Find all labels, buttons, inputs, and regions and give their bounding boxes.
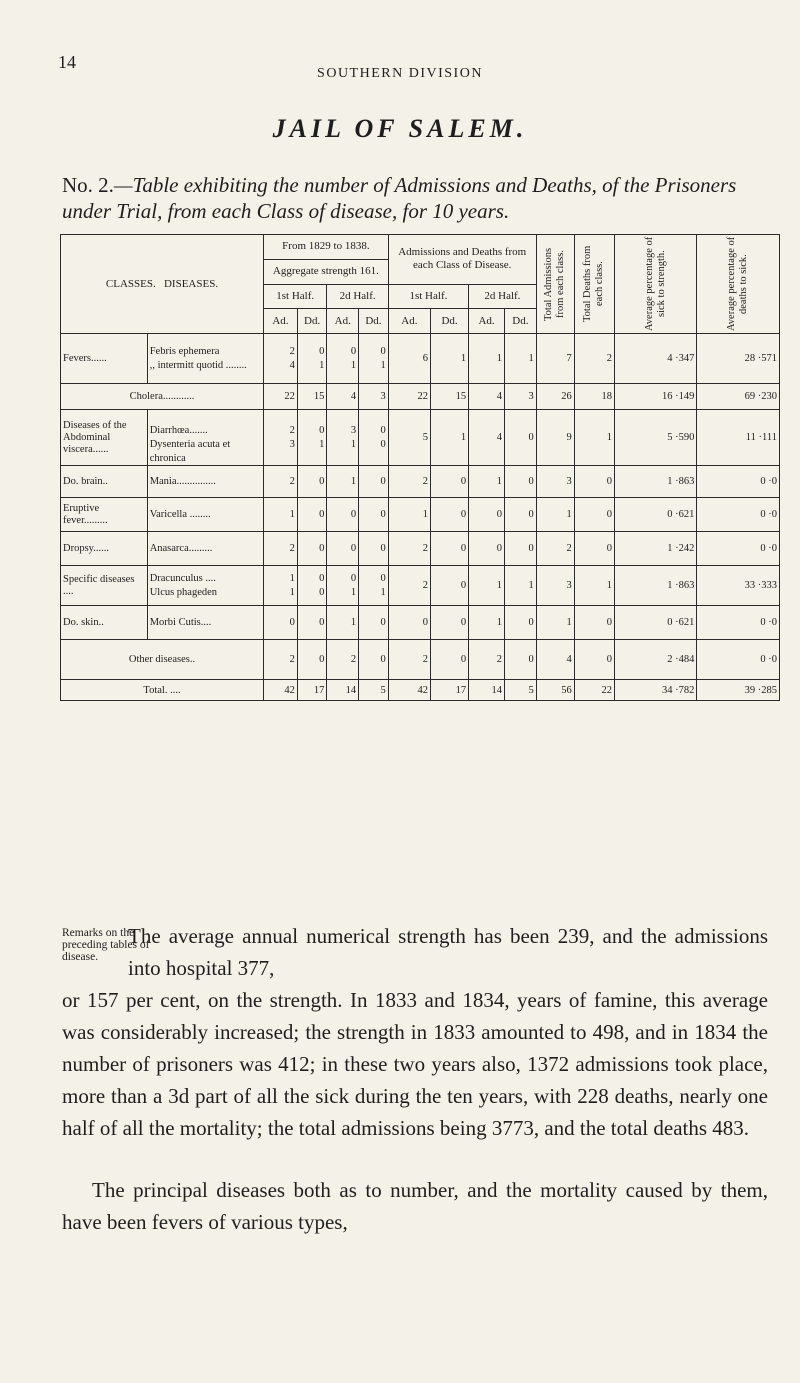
first-half-header-2: 1st Half.	[388, 284, 468, 309]
total-deaths: 0	[574, 606, 614, 640]
class-second-dd: 0	[505, 640, 537, 680]
agg-first-ad: 2	[264, 466, 298, 498]
agg-second-ad: 3 1	[327, 410, 359, 466]
paragraph: The average annual numerical strength has been 239, and the admissions into hospital 377,	[128, 924, 768, 980]
total-d1: 17	[297, 680, 327, 701]
agg-first-ad: 2 3	[264, 410, 298, 466]
total-admissions: 9	[536, 410, 574, 466]
class-first-dd: 1	[431, 334, 469, 384]
agg-first-ad: 2	[264, 532, 298, 566]
avg-deaths-pct: 33 ·333	[697, 566, 780, 606]
total-deaths-header: Total Deaths from each class.	[574, 235, 614, 334]
avg-sick-header: Average percentage of sick to strength.	[614, 235, 696, 334]
class-first-ad: 1	[388, 498, 430, 532]
agg-first-dd: 0 1	[297, 334, 327, 384]
total-ta: 56	[536, 680, 574, 701]
avg-deaths-pct: 0 ·0	[697, 466, 780, 498]
avg-deaths-pct: 11 ·111	[697, 410, 780, 466]
total-b1d: 17	[431, 680, 469, 701]
disease-cell: Febris ephemera ,, intermitt quotid ........	[147, 334, 263, 384]
class-first-ad: 2	[388, 640, 430, 680]
agg-second-ad: 1	[327, 466, 359, 498]
total-d2: 5	[359, 680, 389, 701]
agg-second-ad: 2	[327, 640, 359, 680]
class-first-dd: 0	[431, 640, 469, 680]
class-second-dd: 1	[505, 566, 537, 606]
avg-sick-pct: 1 ·242	[614, 532, 696, 566]
avg-sick-pct: 5 ·590	[614, 410, 696, 466]
disease-cell: Dracunculus .... Ulcus phageden	[147, 566, 263, 606]
total-deaths: 18	[574, 384, 614, 410]
disease-table	[60, 234, 780, 701]
avg-sick-pct: 0 ·621	[614, 498, 696, 532]
avg-deaths-pct: 0 ·0	[697, 640, 780, 680]
avg-deaths-header: Average percentage of deaths to sick.	[697, 235, 780, 334]
class-second-ad: 2	[469, 640, 505, 680]
paragraph: or 157 per cent, on the strength. In 1833 and 1834, years of famine, this average was considerably increased; the strength in 1833 amounted to 498, and in 1834 the number of prisoners was 412; in these two years also, 1372 admissions took place, more than a 3d part of all the sick during the ten years, with 228 deaths, nearly one half of all the mortality; the total admissions being 3773, and the total deaths 483.	[62, 988, 768, 1140]
class-cell: Do. skin..	[61, 606, 148, 640]
avg-deaths-pct: 0 ·0	[697, 606, 780, 640]
agg-second-dd: 0	[359, 532, 389, 566]
table-row	[61, 410, 780, 466]
agg-second-dd: 0	[359, 466, 389, 498]
class-second-ad: 0	[469, 498, 505, 532]
class-first-ad: 2	[388, 532, 430, 566]
classes-diseases-header	[61, 235, 264, 334]
agg-first-dd: 0 0	[297, 566, 327, 606]
total-label: Total. ....	[61, 680, 264, 701]
page-number: 14	[58, 52, 76, 72]
dd-header: Dd.	[431, 309, 469, 334]
agg-second-ad: 0 1	[327, 334, 359, 384]
total-admissions: 4	[536, 640, 574, 680]
agg-first-ad: 0	[264, 606, 298, 640]
admissions-group-header: Admissions and Deaths from each Class of Disease.	[388, 235, 536, 285]
class-first-dd: 0	[431, 566, 469, 606]
total-a1: 42	[264, 680, 298, 701]
class-cell: Cholera............	[61, 384, 264, 410]
total-deaths: 0	[574, 466, 614, 498]
agg-second-dd: 0	[359, 606, 389, 640]
total-deaths: 1	[574, 410, 614, 466]
total-row	[61, 680, 780, 701]
section-title: JAIL OF SALEM.	[272, 114, 528, 143]
total-deaths: 1	[574, 566, 614, 606]
agg-second-dd: 0 1	[359, 334, 389, 384]
agg-first-ad: 1	[264, 498, 298, 532]
table-number: No. 2.	[62, 173, 114, 197]
class-first-ad: 5	[388, 410, 430, 466]
class-second-dd: 1	[505, 334, 537, 384]
agg-second-dd: 0	[359, 640, 389, 680]
total-admissions: 2	[536, 532, 574, 566]
table-row	[61, 640, 780, 680]
agg-second-ad: 4	[327, 384, 359, 410]
table-row	[61, 532, 780, 566]
avg-sick-pct: 1 ·863	[614, 566, 696, 606]
disease-cell: Anasarca.........	[147, 532, 263, 566]
disease-cell: Mania...............	[147, 466, 263, 498]
agg-first-dd: 15	[297, 384, 327, 410]
class-first-ad: 22	[388, 384, 430, 410]
total-deaths: 0	[574, 498, 614, 532]
table-row	[61, 566, 780, 606]
paragraph: The principal diseases both as to number, and the mortality caused by them, have been fevers of various types,	[62, 1178, 768, 1234]
class-cell: Dropsy......	[61, 532, 148, 566]
total-admissions: 7	[536, 334, 574, 384]
total-td: 22	[574, 680, 614, 701]
aggregate-header: Aggregate strength 161.	[264, 259, 389, 284]
ad-header: Ad.	[264, 309, 298, 334]
first-half-header: 1st Half.	[264, 284, 327, 309]
ad-header: Ad.	[388, 309, 430, 334]
class-first-dd: 0	[431, 466, 469, 498]
total-b2d: 5	[505, 680, 537, 701]
total-admissions: 26	[536, 384, 574, 410]
avg-sick-pct: 0 ·621	[614, 606, 696, 640]
table-row	[61, 466, 780, 498]
agg-first-dd: 0	[297, 640, 327, 680]
table-row	[61, 498, 780, 532]
disease-cell: Diarrhœa....... Dysenteria acuta et chronica	[147, 410, 263, 466]
class-second-dd: 0	[505, 606, 537, 640]
disease-cell: Varicella ........	[147, 498, 263, 532]
class-first-dd: 0	[431, 532, 469, 566]
class-first-dd: 0	[431, 498, 469, 532]
diseases-header: DISEASES.	[163, 277, 219, 290]
classes-header: CLASSES.	[105, 277, 156, 290]
second-half-header-2: 2d Half.	[469, 284, 537, 309]
class-second-ad: 4	[469, 384, 505, 410]
table-caption: —Table exhibiting the number of Admissions and Deaths, of the Prisoners under Trial, from each Class of disease, for 10 years.	[62, 173, 737, 223]
avg-sick-pct: 2 ·484	[614, 640, 696, 680]
total-b1a: 42	[388, 680, 430, 701]
avg-deaths-pct: 0 ·0	[697, 532, 780, 566]
class-first-ad: 2	[388, 566, 430, 606]
class-first-dd: 1	[431, 410, 469, 466]
total-pd: 39 ·285	[697, 680, 780, 701]
agg-second-dd: 0 0	[359, 410, 389, 466]
second-half-header: 2d Half.	[327, 284, 388, 309]
total-admissions: 3	[536, 566, 574, 606]
class-first-ad: 0	[388, 606, 430, 640]
agg-second-dd: 3	[359, 384, 389, 410]
agg-second-ad: 1	[327, 606, 359, 640]
class-second-ad: 1	[469, 334, 505, 384]
class-second-dd: 3	[505, 384, 537, 410]
period-header: From 1829 to 1838.	[264, 235, 389, 260]
avg-deaths-pct: 28 ·571	[697, 334, 780, 384]
margin-note: Remarks on the preceding tables of disease.	[62, 927, 150, 963]
dd-header: Dd.	[359, 309, 389, 334]
total-deaths: 0	[574, 532, 614, 566]
agg-first-ad: 22	[264, 384, 298, 410]
agg-first-dd: 0	[297, 606, 327, 640]
class-first-ad: 2	[388, 466, 430, 498]
total-a2: 14	[327, 680, 359, 701]
class-second-dd: 0	[505, 410, 537, 466]
total-admissions-header: Total Admissions from each class.	[536, 235, 574, 334]
class-second-ad: 1	[469, 606, 505, 640]
agg-second-ad: 0 1	[327, 566, 359, 606]
class-second-dd: 0	[505, 532, 537, 566]
class-cell: Eruptive fever.........	[61, 498, 148, 532]
ad-header: Ad.	[327, 309, 359, 334]
table-title	[62, 172, 782, 224]
total-deaths: 2	[574, 334, 614, 384]
disease-cell: Morbi Cutis....	[147, 606, 263, 640]
agg-second-ad: 0	[327, 532, 359, 566]
class-first-dd: 0	[431, 606, 469, 640]
dd-header: Dd.	[297, 309, 327, 334]
class-cell: Other diseases..	[61, 640, 264, 680]
avg-deaths-pct: 0 ·0	[697, 498, 780, 532]
table-row	[61, 606, 780, 640]
running-head: SOUTHERN DIVISION	[317, 66, 483, 81]
avg-sick-pct: 16 ·149	[614, 384, 696, 410]
class-cell: Fevers......	[61, 334, 148, 384]
class-second-dd: 0	[505, 498, 537, 532]
total-admissions: 1	[536, 498, 574, 532]
avg-sick-pct: 1 ·863	[614, 466, 696, 498]
agg-second-dd: 0 1	[359, 566, 389, 606]
class-cell: Do. brain..	[61, 466, 148, 498]
table-row	[61, 384, 780, 410]
class-second-ad: 4	[469, 410, 505, 466]
agg-first-dd: 0 1	[297, 410, 327, 466]
class-cell: Specific diseases ....	[61, 566, 148, 606]
class-first-ad: 6	[388, 334, 430, 384]
total-ps: 34 ·782	[614, 680, 696, 701]
dd-header: Dd.	[505, 309, 537, 334]
class-cell: Diseases of the Abdominal viscera......	[61, 410, 148, 466]
table-row	[61, 334, 780, 384]
agg-second-ad: 0	[327, 498, 359, 532]
class-second-ad: 1	[469, 466, 505, 498]
class-second-ad: 0	[469, 532, 505, 566]
total-admissions: 1	[536, 606, 574, 640]
avg-deaths-pct: 69 ·230	[697, 384, 780, 410]
class-second-dd: 0	[505, 466, 537, 498]
agg-first-dd: 0	[297, 498, 327, 532]
agg-first-ad: 1 1	[264, 566, 298, 606]
agg-first-ad: 2 4	[264, 334, 298, 384]
avg-sick-pct: 4 ·347	[614, 334, 696, 384]
agg-first-dd: 0	[297, 532, 327, 566]
agg-first-ad: 2	[264, 640, 298, 680]
agg-first-dd: 0	[297, 466, 327, 498]
total-deaths: 0	[574, 640, 614, 680]
total-admissions: 3	[536, 466, 574, 498]
class-second-ad: 1	[469, 566, 505, 606]
agg-second-dd: 0	[359, 498, 389, 532]
class-first-dd: 15	[431, 384, 469, 410]
total-b2a: 14	[469, 680, 505, 701]
ad-header: Ad.	[469, 309, 505, 334]
